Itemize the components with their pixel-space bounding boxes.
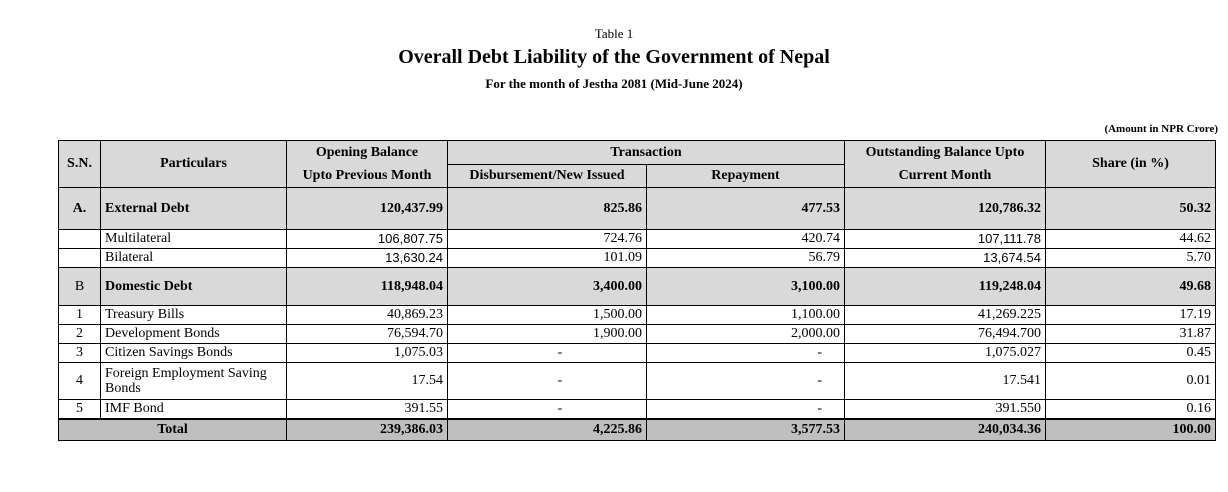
row-share: 17.19 <box>1046 306 1216 325</box>
row-particular: Treasury Bills <box>101 306 287 325</box>
row-sn: 4 <box>59 363 101 400</box>
row-share: 44.62 <box>1046 230 1216 249</box>
table-row <box>59 363 1216 400</box>
row-share: 0.45 <box>1046 344 1216 363</box>
table-row <box>59 325 1216 344</box>
row-repayment: 56.79 <box>647 249 845 268</box>
total-outstanding: 240,034.36 <box>845 419 1046 441</box>
row-disbursement: 1,900.00 <box>448 325 647 344</box>
row-outstanding: 41,269.225 <box>845 306 1046 325</box>
row-opening: 17.54 <box>287 363 448 400</box>
row-particular: IMF Bond <box>101 400 287 419</box>
row-sn <box>59 230 101 249</box>
row-share: 50.32 <box>1046 188 1216 230</box>
row-outstanding: 76,494.700 <box>845 325 1046 344</box>
col-share: Share (in %) <box>1046 141 1216 188</box>
row-opening: 76,594.70 <box>287 325 448 344</box>
row-share: 31.87 <box>1046 325 1216 344</box>
row-particular: Domestic Debt <box>101 268 287 306</box>
row-opening: 106,807.75 <box>287 230 448 249</box>
row-opening: 118,948.04 <box>287 268 448 306</box>
row-repayment: 1,100.00 <box>647 306 845 325</box>
total-share: 100.00 <box>1046 419 1216 441</box>
col-disbursement: Disbursement/New Issued <box>448 165 647 188</box>
row-outstanding: 120,786.32 <box>845 188 1046 230</box>
col-opening-line1: Opening Balance <box>287 141 448 165</box>
row-disbursement: 3,400.00 <box>448 268 647 306</box>
row-particular: Bilateral <box>101 249 287 268</box>
row-sn: A. <box>59 188 101 230</box>
row-share: 49.68 <box>1046 268 1216 306</box>
row-repayment: 420.74 <box>647 230 845 249</box>
row-repayment: 2,000.00 <box>647 325 845 344</box>
row-outstanding: 107,111.78 <box>845 230 1046 249</box>
col-sn: S.N. <box>59 141 101 188</box>
row-sn: 5 <box>59 400 101 419</box>
row-opening: 1,075.03 <box>287 344 448 363</box>
row-particular: Development Bonds <box>101 325 287 344</box>
row-repayment: - <box>647 400 845 419</box>
col-outstanding-line2: Current Month <box>845 165 1046 188</box>
row-particular: Citizen Savings Bonds <box>101 344 287 363</box>
row-outstanding: 119,248.04 <box>845 268 1046 306</box>
row-disbursement: 1,500.00 <box>448 306 647 325</box>
total-row <box>59 419 1216 441</box>
table-row <box>59 249 1216 268</box>
row-particular: Foreign Employment Saving Bonds <box>101 363 287 400</box>
row-disbursement: - <box>448 363 647 400</box>
row-sn: B <box>59 268 101 306</box>
row-share: 0.16 <box>1046 400 1216 419</box>
row-disbursement: - <box>448 344 647 363</box>
col-outstanding-line1: Outstanding Balance Upto <box>845 141 1046 165</box>
table-row <box>59 188 1216 230</box>
row-sn: 1 <box>59 306 101 325</box>
row-repayment: 3,100.00 <box>647 268 845 306</box>
row-outstanding: 1,075.027 <box>845 344 1046 363</box>
debt-table <box>58 140 1216 441</box>
row-disbursement: 825.86 <box>448 188 647 230</box>
row-share: 0.01 <box>1046 363 1216 400</box>
table-row <box>59 306 1216 325</box>
table-number: Table 1 <box>594 26 634 41</box>
row-sn: 2 <box>59 325 101 344</box>
row-sn: 3 <box>59 344 101 363</box>
total-label: Total <box>59 419 287 441</box>
col-repayment: Repayment <box>647 165 845 188</box>
table-row <box>59 344 1216 363</box>
row-outstanding: 391.550 <box>845 400 1046 419</box>
page-subtitle: For the month of Jestha 2081 (Mid-June 2024) <box>485 76 743 91</box>
total-repayment: 3,577.53 <box>647 419 845 441</box>
col-opening-line2: Upto Previous Month <box>287 165 448 188</box>
row-disbursement: 724.76 <box>448 230 647 249</box>
row-repayment: - <box>647 344 845 363</box>
row-opening: 40,869.23 <box>287 306 448 325</box>
col-transaction: Transaction <box>448 141 845 165</box>
row-outstanding: 13,674.54 <box>845 249 1046 268</box>
row-particular: Multilateral <box>101 230 287 249</box>
row-repayment: 477.53 <box>647 188 845 230</box>
row-disbursement: 101.09 <box>448 249 647 268</box>
row-share: 5.70 <box>1046 249 1216 268</box>
table-row <box>59 268 1216 306</box>
row-particular: External Debt <box>101 188 287 230</box>
unit-note: (Amount in NPR Crore) <box>1104 123 1218 135</box>
table-row <box>59 400 1216 419</box>
row-disbursement: - <box>448 400 647 419</box>
page-title: Overall Debt Liability of the Government of Nepal <box>398 46 830 68</box>
row-outstanding: 17.541 <box>845 363 1046 400</box>
row-opening: 391.55 <box>287 400 448 419</box>
row-repayment: - <box>647 363 845 400</box>
total-disbursement: 4,225.86 <box>448 419 647 441</box>
row-sn <box>59 249 101 268</box>
row-opening: 120,437.99 <box>287 188 448 230</box>
col-particulars: Particulars <box>101 141 287 188</box>
row-opening: 13,630.24 <box>287 249 448 268</box>
table-row <box>59 230 1216 249</box>
total-opening: 239,386.03 <box>287 419 448 441</box>
